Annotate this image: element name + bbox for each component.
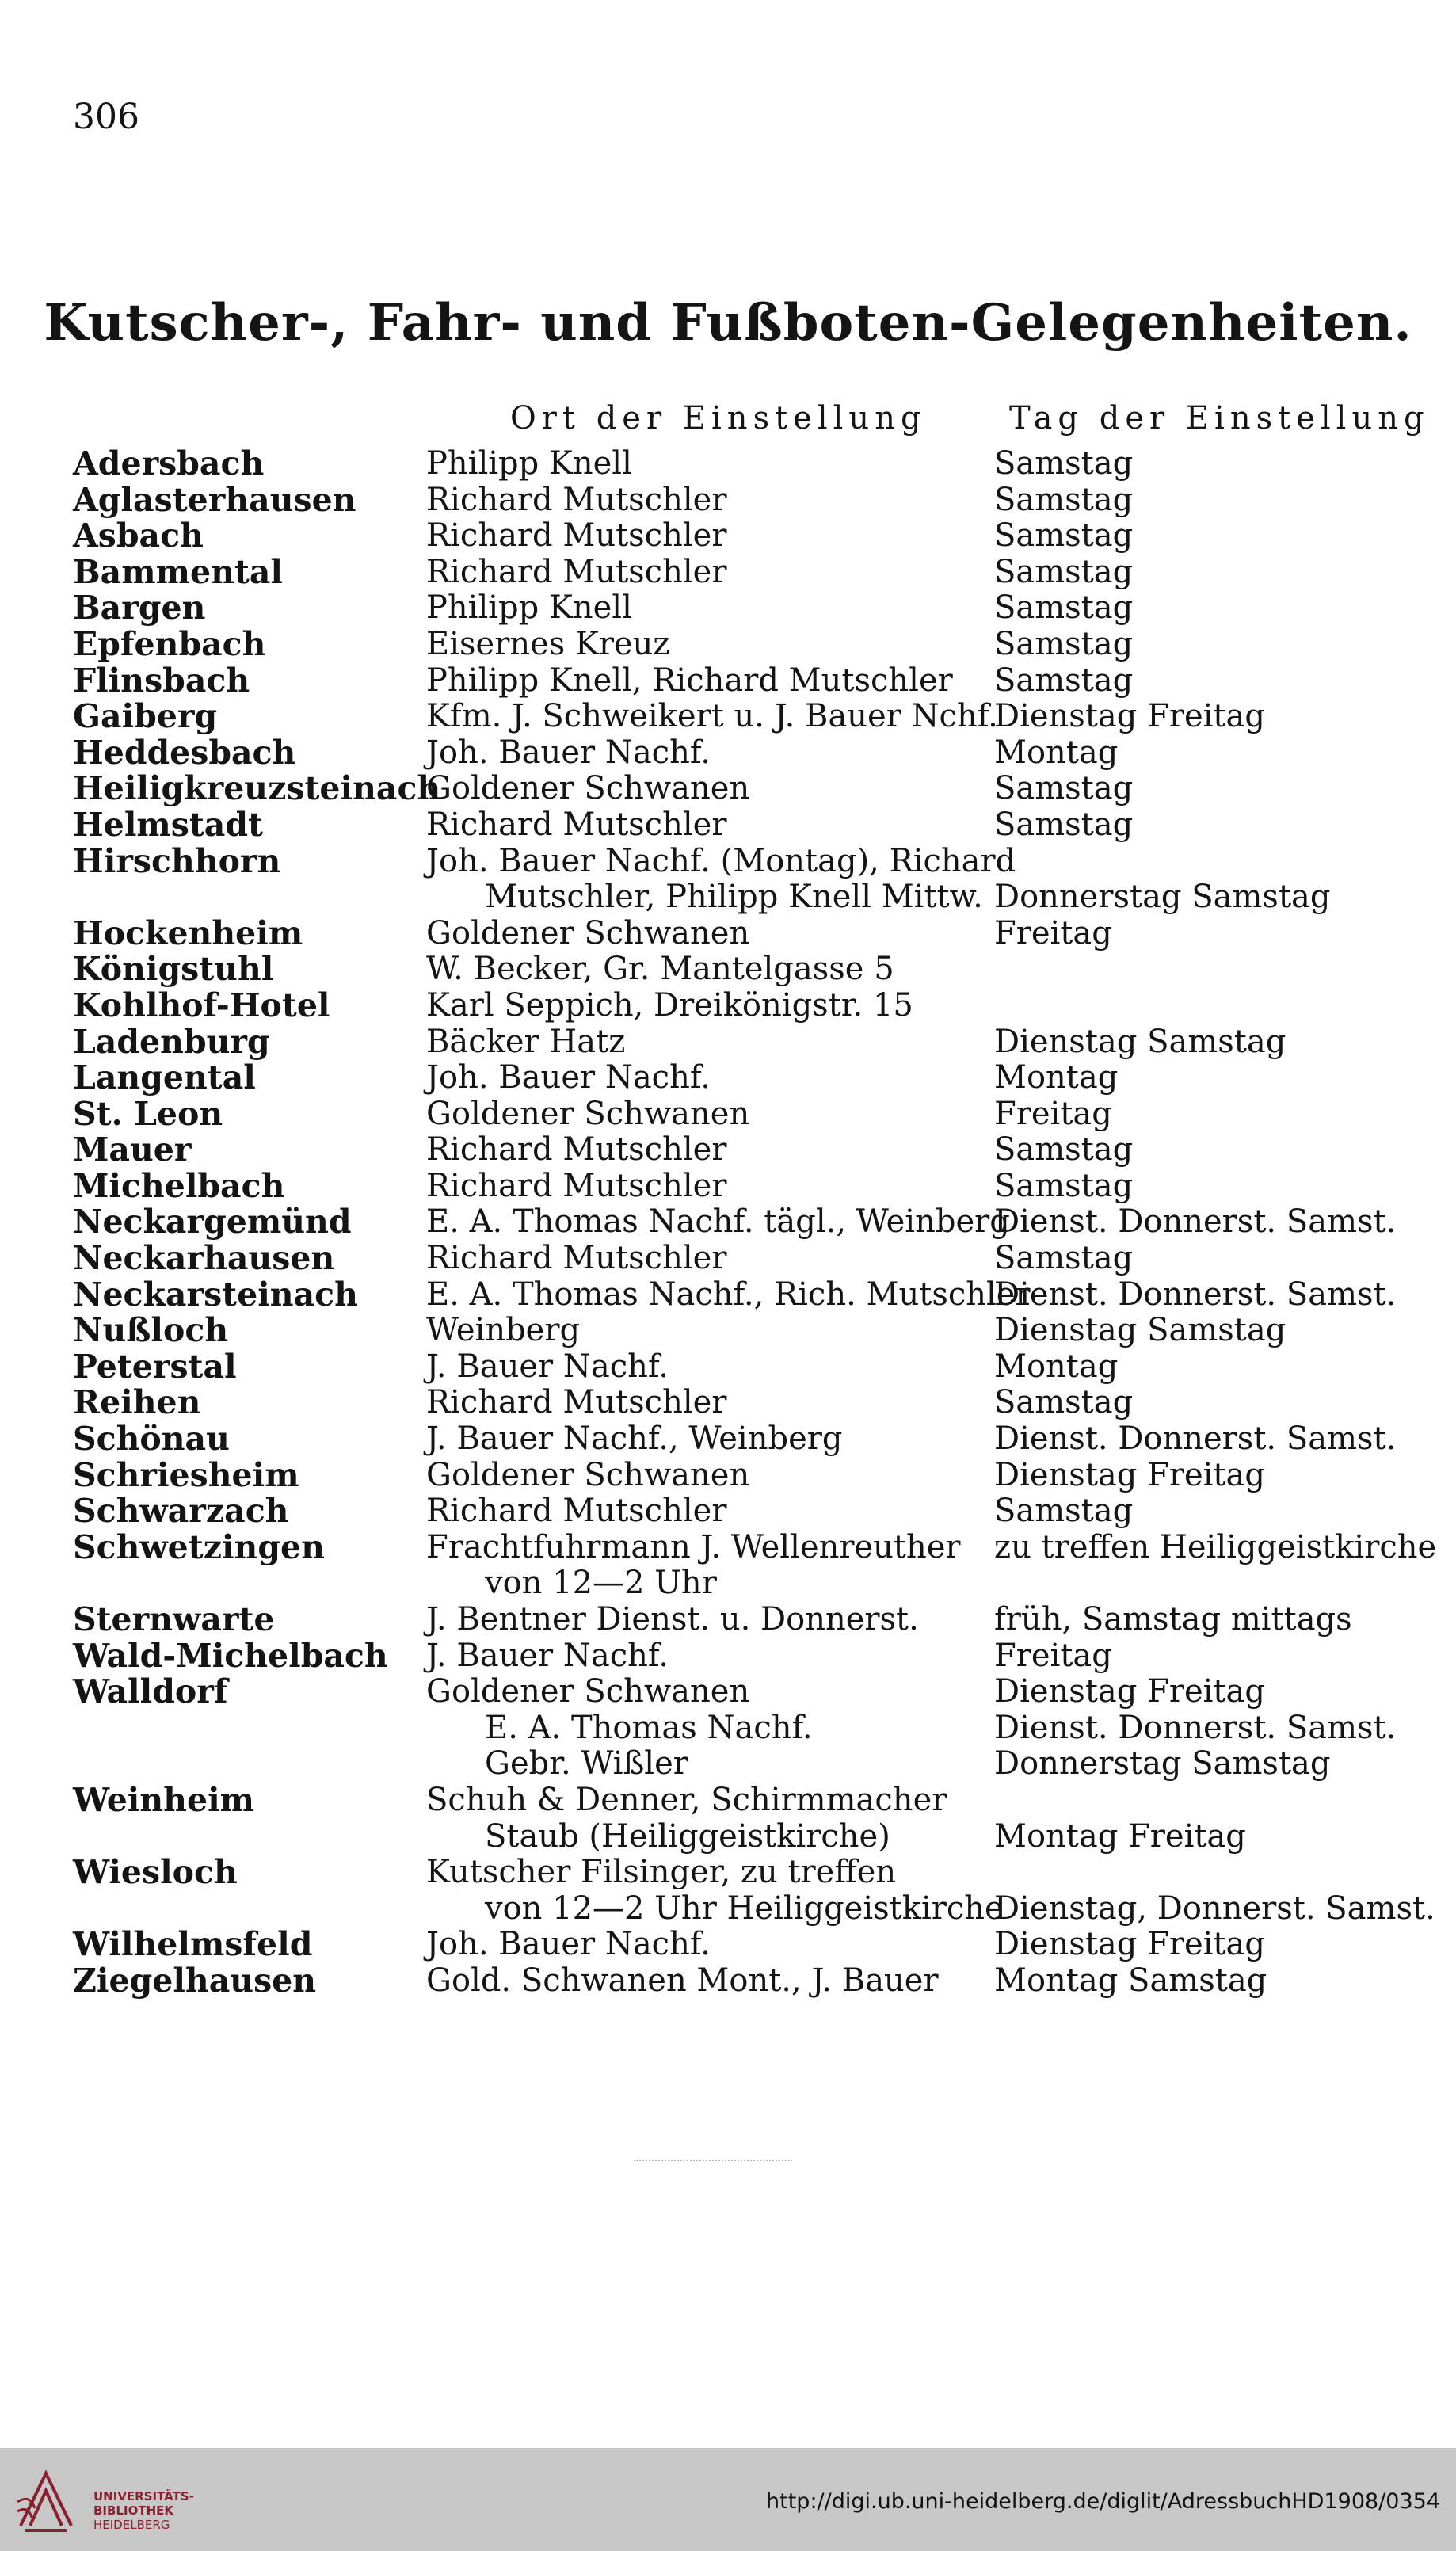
day-cell: Montag Samstag	[994, 1962, 1267, 1999]
town-name: Mauer	[73, 1131, 192, 1169]
day-cell: Samstag	[994, 553, 1134, 590]
source-url[interactable]: http://digi.ub.uni-heidelberg.de/diglit/AdressbuchHD1908/0354	[766, 2489, 1440, 2514]
day-cell: Dienstag Freitag	[994, 1926, 1265, 1963]
agent-line: Kutscher Filsinger, zu treffen	[426, 1854, 897, 1891]
table-row	[0, 1132, 1456, 1169]
day-cell: Dienstag, Donnerst. Samst.	[994, 1889, 1435, 1927]
table-row	[0, 552, 1456, 591]
day-cell: Dienstag Samstag	[994, 1023, 1286, 1060]
agent-cell	[426, 1277, 1031, 1314]
page-title: Kutscher-, Fahr- und Fußboten-Gelegenheiten.	[44, 293, 1412, 353]
town-name: Schwarzach	[73, 1492, 289, 1531]
agent-cell	[426, 663, 953, 700]
agent-line: Frachtfuhrmann J. Wellenreuther	[426, 1528, 961, 1565]
table-row	[0, 1602, 1456, 1638]
town-name: Reihen	[73, 1383, 201, 1422]
town-name: Neckarsteinach	[73, 1275, 358, 1314]
table-row	[0, 1527, 1456, 1602]
logo-line: UNIVERSITÄTS-	[93, 2489, 194, 2503]
agent-line: J. Bauer Nachf.	[426, 1348, 669, 1385]
town-name: Hirschhorn	[73, 841, 281, 880]
agent-cell	[426, 1458, 749, 1494]
agent-cell	[426, 1674, 749, 1710]
table-row	[0, 1204, 1456, 1241]
day-cell: Samstag	[994, 445, 1134, 482]
agent-line: Karl Seppich, Dreikönigstr. 15	[426, 986, 913, 1024]
logo-line: BIBLIOTHEK	[93, 2503, 173, 2518]
agent-line: Staub (Heiliggeistkirche)	[485, 1817, 890, 1855]
town-name: Flinsbach	[73, 661, 250, 700]
agent-line: W. Becker, Gr. Mantelgasse 5	[426, 951, 894, 988]
agent-line: Philipp Knell	[426, 445, 632, 482]
agent-cell	[426, 627, 670, 663]
day-cell: Montag	[994, 1348, 1119, 1385]
table-row	[0, 1927, 1456, 1963]
agent-cell	[426, 1132, 726, 1169]
table-row	[0, 624, 1456, 663]
town-name: Neckargemünd	[73, 1203, 352, 1241]
table-row	[0, 446, 1456, 482]
table-row	[0, 807, 1456, 844]
table-row	[0, 1780, 1456, 1855]
table-row	[0, 1385, 1456, 1421]
table-row	[0, 841, 1456, 916]
end-ornament	[634, 2160, 792, 2164]
table-row	[0, 1060, 1456, 1096]
table-row	[0, 913, 1456, 952]
table-row	[0, 1638, 1456, 1675]
logo-line: HEIDELBERG	[93, 2518, 170, 2532]
table-row	[0, 590, 1456, 627]
agent-line: Weinberg	[426, 1312, 581, 1349]
listing-table	[0, 446, 1456, 2000]
town-name: Neckarhausen	[73, 1239, 335, 1278]
agent-line: Goldener Schwanen	[426, 770, 750, 807]
agent-cell	[426, 1241, 726, 1277]
table-row	[0, 482, 1456, 519]
table-row	[0, 1349, 1456, 1386]
agent-line: von 12—2 Uhr Heiliggeistkirche	[485, 1889, 1004, 1927]
table-row	[0, 663, 1456, 700]
agent-cell	[426, 1710, 813, 1747]
library-seal-icon	[14, 2462, 78, 2534]
day-cell: Samstag	[994, 1384, 1134, 1421]
agent-cell	[426, 699, 998, 735]
day-cell: Dienstag Freitag	[994, 1456, 1265, 1493]
day-cell: Samstag	[994, 1131, 1134, 1169]
day-cell: Dienst. Donnerst. Samst.	[994, 1420, 1397, 1458]
town-name: Schwetzingen	[73, 1527, 325, 1566]
agent-line: Richard Mutschler	[426, 1493, 727, 1530]
agent-cell	[426, 590, 632, 627]
table-row	[0, 1855, 1456, 1927]
town-name: Nußloch	[73, 1311, 229, 1350]
agent-line: Richard Mutschler	[426, 1240, 727, 1277]
day-cell: Montag	[994, 1059, 1119, 1096]
table-row	[0, 1241, 1456, 1277]
day-cell: Samstag	[994, 806, 1134, 843]
town-name: Michelbach	[73, 1166, 285, 1205]
agent-cell	[426, 1530, 961, 1602]
day-cell: Freitag	[994, 914, 1112, 951]
day-cell: Dienstag Freitag	[994, 698, 1265, 735]
town-name: Wilhelmsfeld	[73, 1925, 313, 1964]
town-name: Schönau	[73, 1420, 230, 1459]
town-name: Gaiberg	[73, 697, 218, 736]
agent-line: J. Bauer Nachf.	[426, 1637, 669, 1674]
agent-line: E. A. Thomas Nachf.	[485, 1709, 813, 1746]
town-name: Ladenburg	[73, 1022, 270, 1061]
agent-cell	[426, 1204, 1010, 1241]
agent-cell	[426, 1638, 669, 1675]
agent-line: Schuh & Denner, Schirmmacher	[426, 1781, 947, 1818]
day-cell: zu treffen Heiliggeistkirche	[994, 1528, 1437, 1565]
agent-cell	[426, 1060, 711, 1096]
agent-line: Kfm. J. Schweikert u. J. Bauer Nchf.	[426, 698, 998, 735]
town-name: Heddesbach	[73, 733, 296, 772]
table-row	[0, 1096, 1456, 1133]
agent-line: Richard Mutschler	[426, 1384, 727, 1421]
day-cell: Dienst. Donnerst. Samst.	[994, 1709, 1397, 1746]
agent-line: Goldener Schwanen	[426, 914, 750, 951]
table-row	[0, 1277, 1456, 1314]
town-name: St. Leon	[73, 1094, 223, 1133]
agent-line: Goldener Schwanen	[426, 1673, 750, 1710]
town-name: Bargen	[73, 589, 206, 627]
day-cell: früh, Samstag mittags	[994, 1601, 1352, 1638]
town-name: Kohlhof-Hotel	[73, 986, 330, 1024]
agent-line: Philipp Knell, Richard Mutschler	[426, 662, 953, 699]
table-row	[0, 951, 1456, 988]
day-cell: Samstag	[994, 1167, 1134, 1204]
day-cell: Samstag	[994, 589, 1134, 627]
agent-cell	[426, 807, 726, 844]
agent-cell	[426, 1746, 688, 1783]
agent-cell	[426, 771, 749, 807]
day-cell: Dienst. Donnerst. Samst.	[994, 1276, 1397, 1313]
town-name: Bammental	[73, 552, 283, 591]
footer-bar	[0, 2448, 1456, 2551]
town-name: Walldorf	[73, 1672, 228, 1711]
town-name: Weinheim	[73, 1780, 255, 1819]
agent-line: Joh. Bauer Nachf.	[426, 1926, 711, 1963]
agent-cell	[426, 1493, 726, 1530]
table-row	[0, 699, 1456, 735]
agent-line: Joh. Bauer Nachf.	[426, 734, 711, 771]
agent-cell	[426, 1096, 749, 1133]
day-cell: Dienstag Samstag	[994, 1312, 1286, 1349]
day-cell: Samstag	[994, 770, 1134, 807]
agent-cell	[426, 1385, 726, 1421]
table-row	[0, 1674, 1456, 1710]
agent-line: Richard Mutschler	[426, 553, 727, 590]
agent-cell	[426, 1024, 625, 1061]
agent-cell	[426, 735, 711, 772]
day-cell: Samstag	[994, 1240, 1134, 1277]
agent-line: Goldener Schwanen	[426, 1456, 750, 1493]
agent-line: J. Bauer Nachf., Weinberg	[426, 1420, 843, 1458]
day-cell: Dienst. Donnerst. Samst.	[994, 1203, 1397, 1241]
day-cell: Samstag	[994, 517, 1134, 555]
agent-line: E. A. Thomas Nachf., Rich. Mutschler	[426, 1276, 1031, 1313]
page-number: 306	[73, 97, 139, 137]
column-headers	[0, 400, 1456, 444]
table-row	[0, 518, 1456, 555]
day-cell: Donnerstag Samstag	[994, 879, 1331, 916]
agent-cell	[426, 555, 726, 591]
day-cell: Samstag	[994, 625, 1134, 662]
agent-line: Richard Mutschler	[426, 1167, 727, 1204]
town-name: Helmstadt	[73, 805, 263, 844]
agent-cell	[426, 518, 726, 555]
table-row	[0, 1710, 1456, 1747]
town-name: Sternwarte	[73, 1600, 275, 1638]
table-row	[0, 1455, 1456, 1494]
agent-cell	[426, 1421, 843, 1458]
agent-cell	[426, 1313, 580, 1349]
day-cell: Freitag	[994, 1095, 1112, 1132]
agent-line: Goldener Schwanen	[426, 1095, 750, 1132]
agent-cell	[426, 1927, 711, 1963]
day-cell: Montag Freitag	[994, 1817, 1246, 1855]
agent-cell	[426, 1349, 669, 1386]
day-cell: Dienstag Freitag	[994, 1673, 1265, 1710]
agent-cell	[426, 446, 632, 482]
agent-line: Eisernes Kreuz	[426, 625, 670, 662]
day-cell: Samstag	[994, 481, 1134, 518]
library-logo-text	[93, 2489, 194, 2532]
town-name: Epfenbach	[73, 624, 266, 663]
agent-line: Bäcker Hatz	[426, 1023, 626, 1060]
agent-cell	[426, 1169, 726, 1205]
day-cell: Donnerstag Samstag	[994, 1745, 1331, 1783]
agent-line: Philipp Knell	[426, 589, 632, 627]
day-cell: Montag	[994, 734, 1119, 771]
agent-line: E. A. Thomas Nachf. tägl., Weinberg	[426, 1203, 1010, 1241]
town-name: Aglasterhausen	[73, 480, 356, 519]
table-row	[0, 1421, 1456, 1458]
town-name: Schriesheim	[73, 1455, 299, 1494]
agent-line: Richard Mutschler	[426, 517, 727, 555]
agent-cell	[426, 844, 1016, 916]
table-row	[0, 1166, 1456, 1205]
agent-cell	[426, 988, 913, 1024]
agent-line: Joh. Bauer Nachf. (Montag), Richard	[426, 842, 1016, 879]
town-name: Heiligkreuzsteinach	[73, 769, 441, 808]
agent-line: J. Bentner Dienst. u. Donnerst.	[426, 1601, 919, 1638]
town-name: Adersbach	[73, 444, 265, 482]
table-row	[0, 1313, 1456, 1349]
agent-line: Gebr. Wißler	[485, 1745, 688, 1783]
agent-line: Gold. Schwanen Mont., J. Bauer	[426, 1962, 939, 1999]
library-logo[interactable]	[14, 2462, 196, 2541]
table-row	[0, 1493, 1456, 1530]
day-cell: Samstag	[994, 662, 1134, 699]
town-name: Peterstal	[73, 1347, 237, 1386]
table-row	[0, 771, 1456, 807]
day-cell: Freitag	[994, 1637, 1112, 1674]
agent-line: Richard Mutschler	[426, 806, 727, 843]
agent-cell	[426, 916, 749, 952]
town-name: Asbach	[73, 517, 204, 555]
agent-line: Richard Mutschler	[426, 481, 727, 518]
agent-cell	[426, 482, 726, 519]
agent-line: Mutschler, Philipp Knell Mittw.	[485, 879, 983, 916]
table-row	[0, 1746, 1456, 1783]
day-cell: Samstag	[994, 1493, 1134, 1530]
town-name: Langental	[73, 1058, 256, 1097]
agent-cell	[426, 1963, 939, 2000]
column-header-place: Ort der Einstellung	[510, 400, 927, 437]
town-name: Wiesloch	[73, 1853, 238, 1892]
table-row	[0, 988, 1456, 1024]
column-header-day: Tag der Einstellung	[1009, 400, 1430, 437]
agent-cell	[426, 951, 894, 988]
town-name: Ziegelhausen	[73, 1961, 317, 2000]
agent-line: Joh. Bauer Nachf.	[426, 1059, 711, 1096]
agent-line: von 12—2 Uhr	[485, 1565, 717, 1602]
table-row	[0, 1963, 1456, 2000]
town-name: Hockenheim	[73, 913, 303, 952]
agent-cell	[426, 1783, 947, 1855]
agent-line: Richard Mutschler	[426, 1131, 727, 1169]
town-name: Königstuhl	[73, 950, 274, 989]
agent-cell	[426, 1855, 1004, 1927]
town-name: Wald-Michelbach	[73, 1636, 388, 1675]
table-row	[0, 735, 1456, 772]
agent-cell	[426, 1602, 919, 1638]
table-row	[0, 1024, 1456, 1061]
